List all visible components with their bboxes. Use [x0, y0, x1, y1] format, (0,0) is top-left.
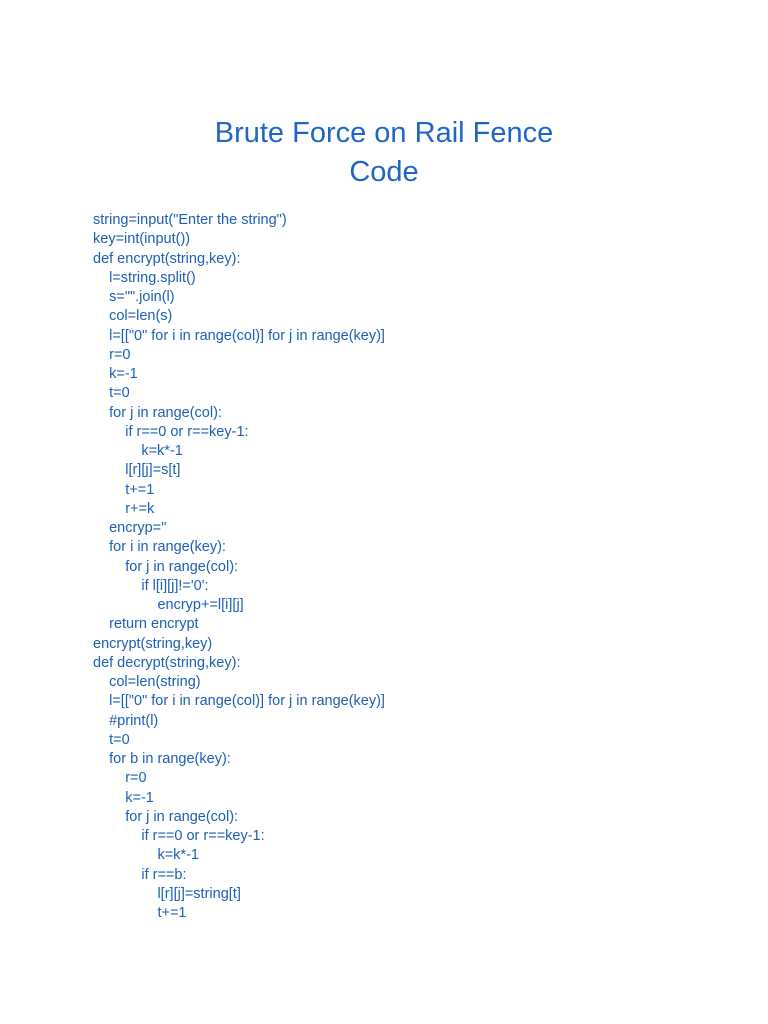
document-title: [0, 114, 768, 192]
code-line: r=0: [93, 770, 147, 787]
code-line: col=len(s): [93, 308, 173, 325]
code-line: if l[i][j]!='0':: [93, 577, 209, 594]
code-line: def encrypt(string,key):: [93, 250, 241, 267]
code-line: k=-1: [93, 789, 154, 806]
code-line: def decrypt(string,key):: [93, 654, 241, 671]
title-line: Brute Force on Rail Fence: [214, 117, 554, 149]
code-line: encrypt(string,key): [93, 635, 213, 652]
code-block: [93, 211, 713, 923]
code-line: t=0: [93, 731, 130, 748]
code-line: #print(l): [93, 712, 159, 729]
code-line: for j in range(col):: [93, 808, 239, 825]
code-line: l[r][j]=s[t]: [93, 462, 181, 479]
code-line: for i in range(key):: [93, 539, 226, 556]
code-line: return encrypt: [93, 616, 199, 633]
code-line: encryp='': [93, 520, 167, 536]
code-line: r=0: [93, 346, 131, 363]
code-line: s="".join(l): [93, 289, 175, 305]
code-line: t+=1: [93, 481, 155, 498]
code-line: string=input("Enter the string"): [93, 212, 287, 228]
code-line: r+=k: [93, 500, 155, 517]
code-line: key=int(input()): [93, 231, 191, 248]
code-line: if r==0 or r==key-1:: [93, 828, 265, 844]
code-line: for j in range(col):: [93, 404, 222, 421]
code-line: l=string.split(): [93, 269, 196, 286]
title-line: Code: [349, 156, 419, 188]
code-line: col=len(string): [93, 674, 201, 690]
code-line: if r==0 or r==key-1:: [93, 423, 249, 440]
code-line: k=k*-1: [93, 847, 199, 864]
code-line: l[r][j]=string[t]: [93, 885, 241, 902]
code-line: t=0: [93, 385, 130, 402]
code-line: if r==b:: [93, 866, 187, 883]
code-line: for j in range(col):: [93, 558, 239, 575]
code-line: k=k*-1: [93, 443, 183, 459]
code-line: for b in range(key):: [93, 751, 231, 767]
code-line: k=-1: [93, 366, 138, 382]
code-line: l=[["0" for i in range(col)] for j in range(key)]: [93, 693, 385, 710]
code-line: l=[["0" for i in range(col)] for j in range(key)]: [93, 327, 385, 344]
code-line: encryp+=l[i][j]: [93, 597, 244, 613]
code-line: t+=1: [93, 905, 187, 921]
